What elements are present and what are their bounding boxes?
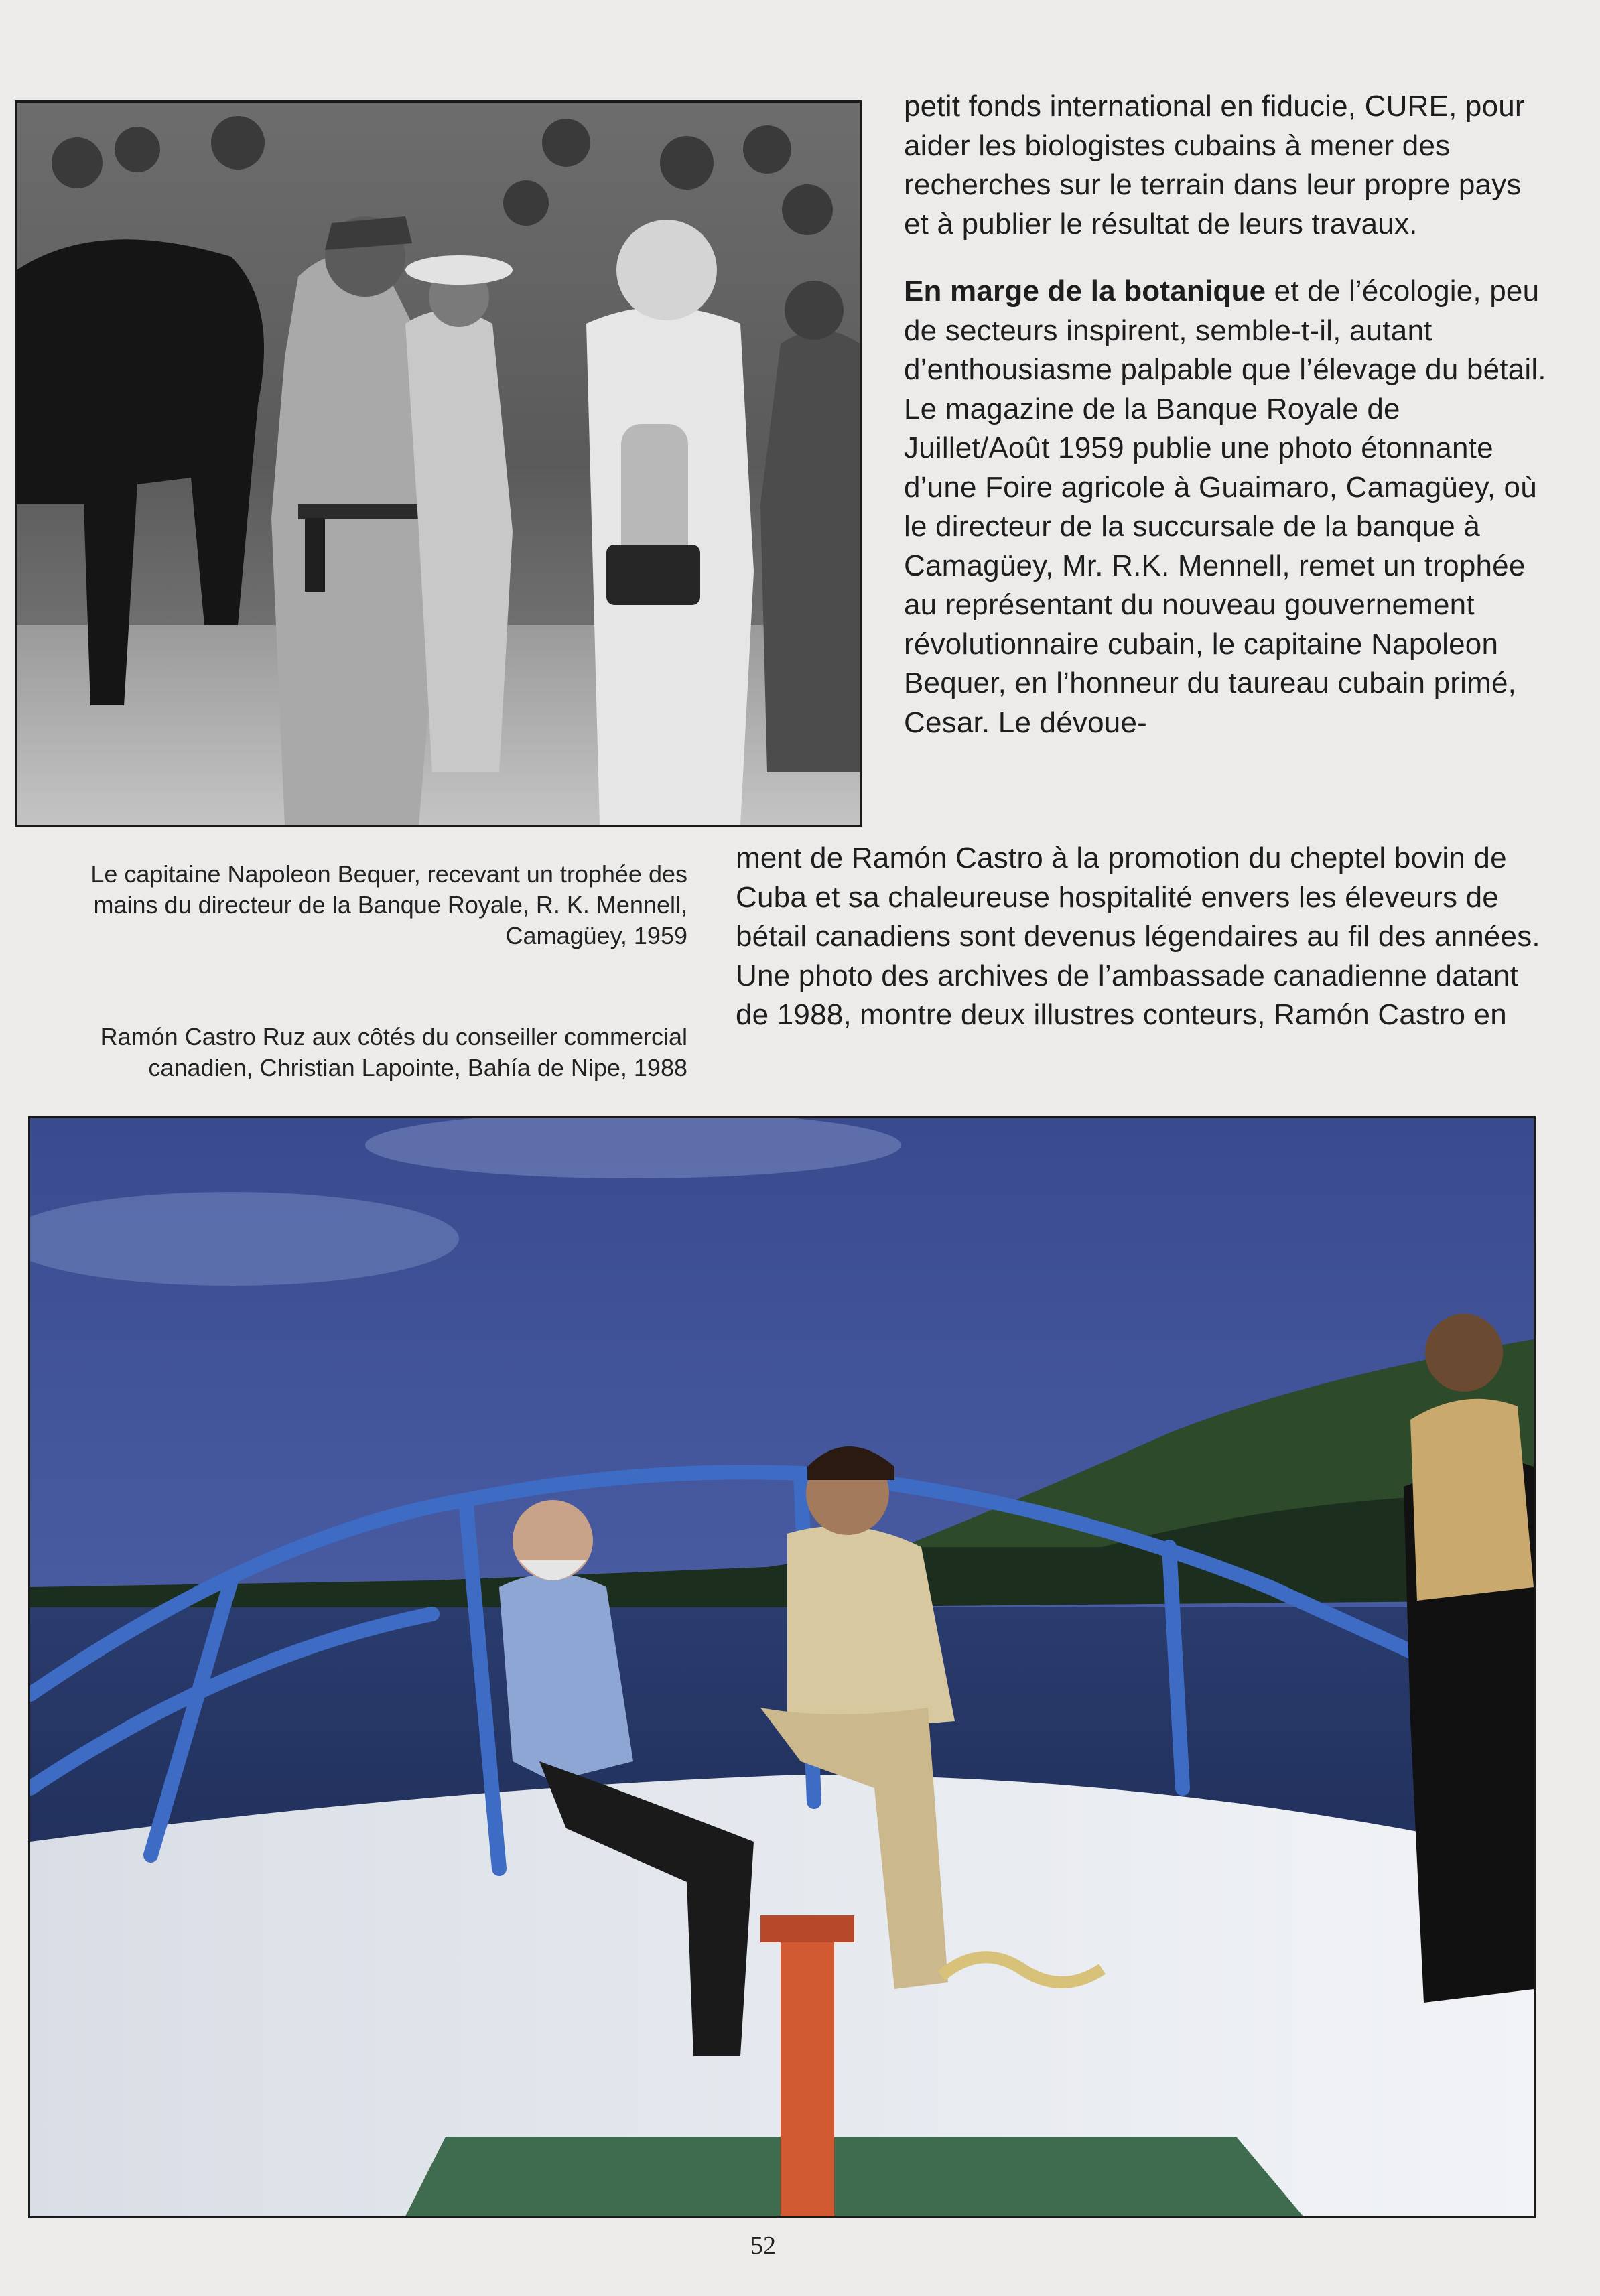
paragraph-cattle-text: et de l’écologie, peu de secteurs inspirent, semble-t-il, autant d’enthousiasme palpable que l’élevage du bétail. Le magazine de la Banque Royale de Juillet/Août 1959 publie une photo étonnante d’une Foire agricole à Guaimaro, Camagüey, où le directeur de la succursale de la banque à Camagüey, Mr. R.K. Mennell, remet un trophée au représentant du nouveau gouvernement révolutionnaire cubain, le capitaine Napoleon Bequer, en l’honneur du taureau cubain primé, Cesar. Le dévoue-: [904, 275, 1546, 739]
paragraph-cattle-intro: [904, 272, 1547, 742]
paragraph-lead-in: En marge de la botanique: [904, 275, 1266, 308]
upper-text-column: [904, 87, 1547, 742]
photo-boat-1988-image: [30, 1118, 1534, 2216]
photo-boat-1988: [28, 1116, 1536, 2218]
photo-trophy-1959-image: [17, 103, 860, 825]
caption-photo-1959: Le capitaine Napoleon Bequer, recevant un trophée des mains du directeur de la Banque Royale, R. K. Mennell, Camagüey, 1959: [90, 860, 687, 949]
lower-text-column: [736, 839, 1546, 1035]
photo-trophy-1959: [15, 100, 862, 827]
caption-photo-1988: Ramón Castro Ruz aux côtés du conseiller commercial canadien, Christian Lapointe, Bahía de Nipe, 1988: [100, 1023, 687, 1081]
paragraph-cattle-continued: ment de Ramón Castro à la promotion du cheptel bovin de Cuba et sa chaleureuse hospitalité envers les éleveurs de bétail canadiens sont devenus légendaires au fil des années. Une photo des archives de l’ambassade canadienne datant de 1988, montre deux illustres conteurs, Ramón Castro en: [736, 841, 1540, 1031]
page-number: 52: [750, 2232, 776, 2260]
paragraph-cure: petit fonds international en fiducie, CURE, pour aider les biologistes cubains à mener des recherches sur le terrain dans leur propre pays et à publier le résultat de leurs travaux.: [904, 90, 1525, 241]
